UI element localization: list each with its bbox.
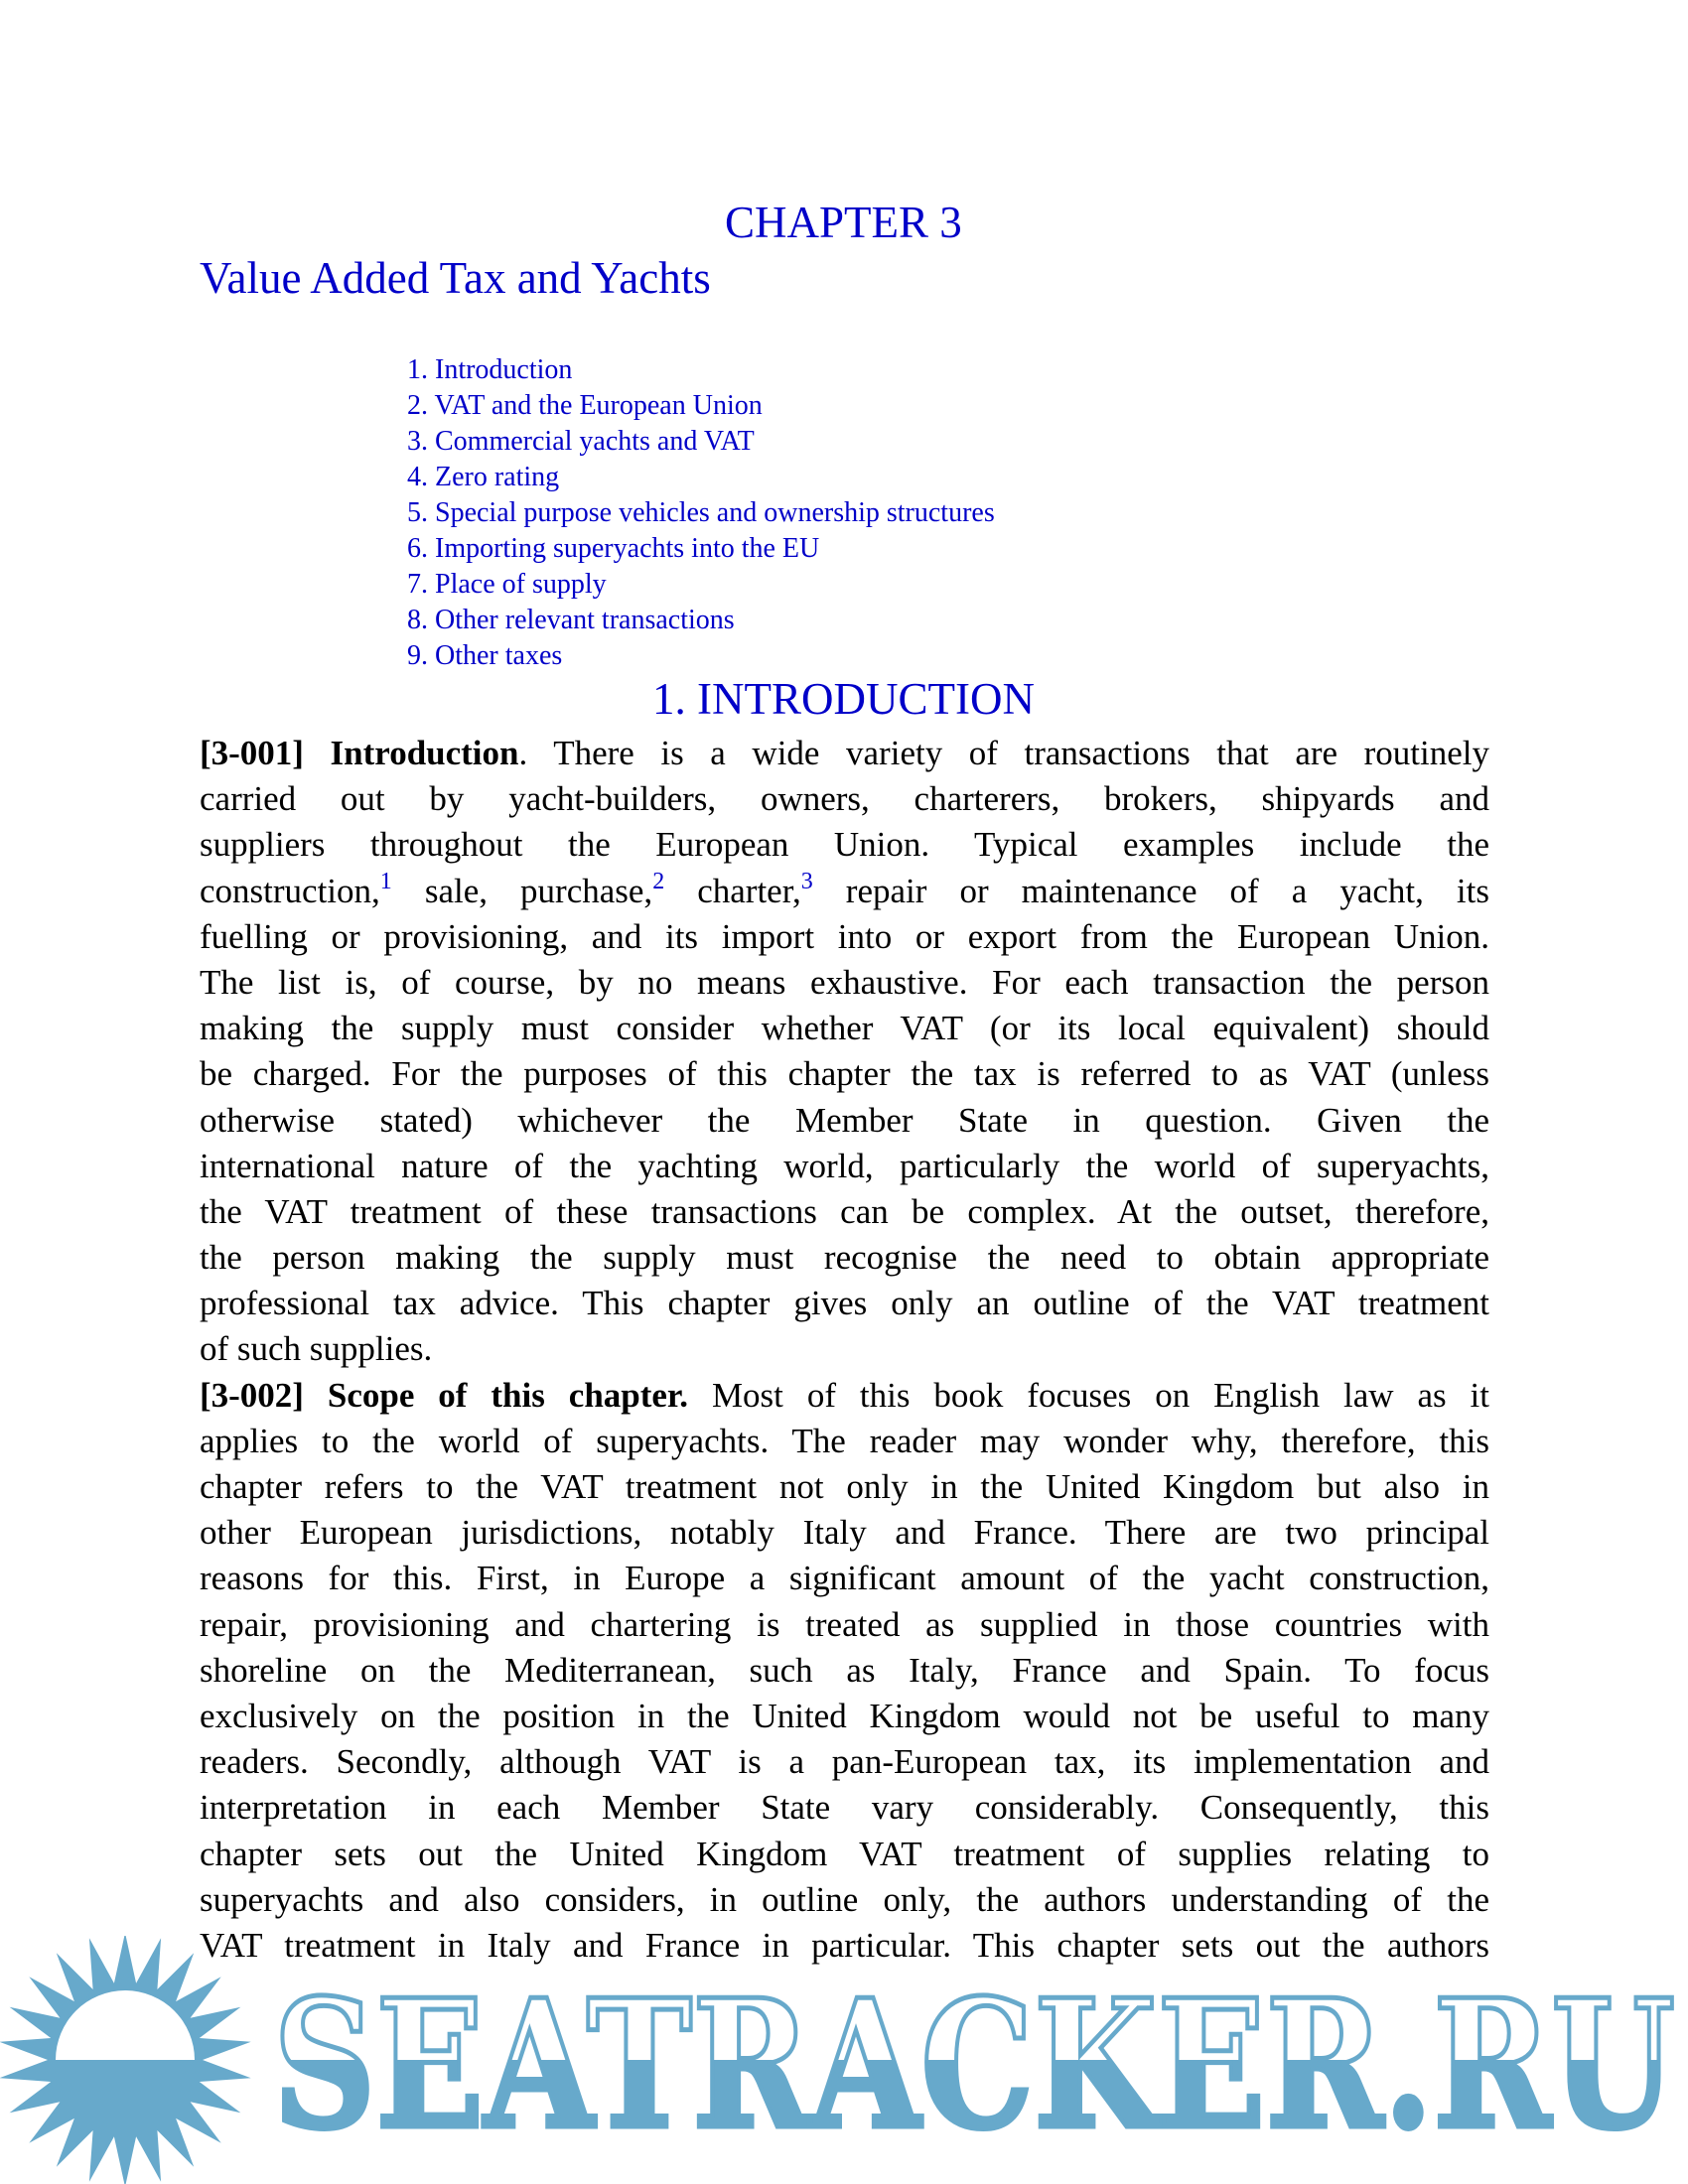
text-run: the person making the supply must recognise the need to obtain appropriate (200, 1238, 1489, 1278)
paragraph-lead: [3-001] Introduction (200, 734, 519, 772)
footnote-ref[interactable]: 2 (652, 868, 665, 894)
toc-item-commercial-yachts[interactable]: 3. Commercial yachts and VAT (407, 426, 755, 457)
toc-item-spv[interactable]: 5. Special purpose vehicles and ownership structures (407, 497, 995, 528)
body-line (200, 960, 1489, 1006)
watermark-text: SEATRACKER.RU (273, 1961, 1675, 2168)
text-run: sale, purchase, (391, 871, 653, 910)
body-line (200, 1877, 1489, 1923)
sun-icon (0, 1936, 251, 2184)
chapter-number: CHAPTER 3 (725, 198, 962, 247)
watermark-logo (0, 1936, 1688, 2184)
text-run: superyachts and also considers, in outline only, the authors understanding of the (200, 1879, 1489, 1919)
text-run: The list is, of course, by no means exhaustive. For each transaction the person (200, 962, 1489, 1002)
text-run: repair, provisioning and chartering is treated as supplied in those countries with (200, 1604, 1489, 1644)
text-run: the VAT treatment of these transactions can be complex. At the outset, therefore, (200, 1191, 1489, 1231)
text-run: interpretation in each Member State vary considerably. Consequently, this (200, 1788, 1489, 1828)
body-line (200, 1602, 1489, 1648)
text-run: reasons for this. First, in Europe a significant amount of the yacht construction, (200, 1559, 1489, 1598)
toc-item-introduction[interactable]: 1. Introduction (407, 354, 573, 385)
body-line (200, 1235, 1489, 1281)
text-run: otherwise stated) whichever the Member State in question. Given the (200, 1100, 1489, 1140)
toc-item-place-of-supply[interactable]: 7. Place of supply (407, 569, 607, 600)
text-run: other European jurisdictions, notably Italy and France. There are two principal (200, 1513, 1489, 1553)
toc-item-importing[interactable]: 6. Importing superyachts into the EU (407, 533, 820, 564)
body-line (200, 1694, 1489, 1739)
table-of-contents (407, 352, 995, 674)
text-run: chapter sets out the United Kingdom VAT treatment of supplies relating to (200, 1834, 1489, 1873)
body-line (200, 1006, 1489, 1051)
body-line (200, 1144, 1489, 1189)
footnote-ref[interactable]: 1 (379, 868, 392, 894)
text-run: Most of this book focuses on English law as it (688, 1375, 1489, 1415)
text-run: chapter refers to the VAT treatment not only in the United Kingdom but also in (200, 1467, 1489, 1506)
body-line (200, 822, 1489, 868)
paragraph-lead: [3-002] Scope of this chapter. (200, 1375, 689, 1415)
footnote-ref[interactable]: 3 (800, 868, 813, 894)
text-run: shoreline on the Mediterranean, such as Italy, France and Spain. To focus (200, 1650, 1489, 1690)
body-line (200, 1556, 1489, 1601)
text-run: exclusively on the position in the United Kingdom would not be useful to many (200, 1696, 1489, 1735)
chapter-title: Value Added Tax and Yachts (200, 253, 711, 303)
body-line (200, 1832, 1489, 1877)
body-line (200, 1648, 1489, 1694)
body-line (200, 869, 1489, 914)
body-line (200, 1281, 1489, 1326)
text-run: suppliers throughout the European Union. Typical examples include the (200, 825, 1489, 865)
toc-item-other-taxes[interactable]: 9. Other taxes (407, 640, 563, 671)
text-run: making the supply must consider whether VAT (or its local equivalent) should (200, 1009, 1489, 1048)
toc-item-zero-rating[interactable]: 4. Zero rating (407, 462, 560, 492)
body-line (200, 1785, 1489, 1831)
text-run: construction, (200, 871, 380, 910)
text-run: repair or maintenance of a yacht, its (812, 871, 1489, 910)
body-line (200, 731, 1489, 776)
body-line (200, 1098, 1489, 1144)
text-run: VAT treatment in Italy and France in particular. This chapter sets out the authors (200, 1925, 1489, 1965)
body-line (200, 1464, 1489, 1510)
text-run: . There is a wide variety of transactions that are routinely (518, 734, 1489, 772)
text-run: be charged. For the purposes of this chapter the tax is referred to as VAT (unless (200, 1054, 1489, 1094)
body-line (200, 1189, 1489, 1235)
body-text (200, 731, 1489, 1969)
body-line (200, 1326, 1489, 1372)
text-run: professional tax advice. This chapter gives only an outline of the VAT treatment (200, 1284, 1489, 1323)
body-line (200, 914, 1489, 960)
text-run: readers. Secondly, although VAT is a pan-European tax, its implementation and (200, 1742, 1489, 1782)
text-run: fuelling or provisioning, and its import into or export from the European Union. (200, 916, 1489, 956)
body-line (200, 776, 1489, 822)
text-run: of such supplies. (200, 1329, 433, 1369)
body-line (200, 1373, 1489, 1419)
body-line (200, 1419, 1489, 1464)
body-line (200, 1739, 1489, 1785)
body-line (200, 1510, 1489, 1556)
toc-item-vat-eu[interactable]: 2. VAT and the European Union (407, 390, 763, 421)
body-line (200, 1051, 1489, 1097)
toc-item-other-transactions[interactable]: 8. Other relevant transactions (407, 605, 735, 635)
text-run: applies to the world of superyachts. The reader may wonder why, therefore, this (200, 1421, 1489, 1460)
text-run: charter, (664, 871, 801, 910)
section-heading: 1. INTRODUCTION (652, 674, 1035, 724)
text-run: international nature of the yachting world, particularly the world of superyachts, (200, 1146, 1489, 1185)
text-run: carried out by yacht-builders, owners, charterers, brokers, shipyards and (200, 779, 1489, 819)
